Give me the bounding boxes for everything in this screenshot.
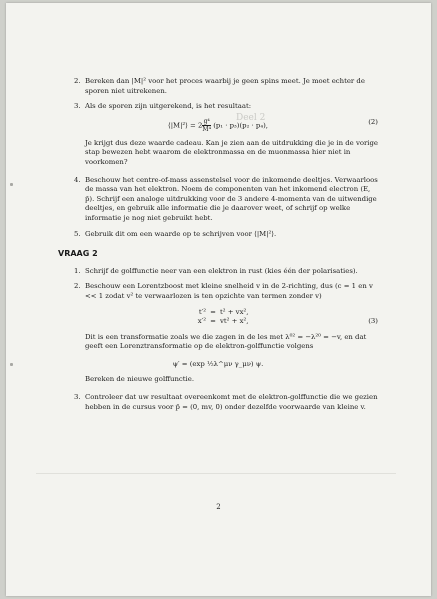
equation-rhs: t² + vx², [220,307,249,316]
paragraph: Dit is een transformatie zoals we die zagen in de les met λ⁰² = −λ²⁰ = −v, en dat geeft een Lorenztransformatie op de elektron-golffunctie volgens [85,332,367,351]
list-item [58,176,378,224]
equation-fraction [202,118,211,133]
item-text: Beschouw het centre-of-mass assenstelsel voor de inkomende deeltjes. Verwaarloos de massa van het elektron. Noem de componenten van het inkomend electron (E, p̄). Schrijf een analoge uitdrukking voor de 3 andere 4-momenta van de uitwendige deeltjes, en gebruik alle informatie die je daarover weet, of schrijf op welke informatie je nog niet gebruikt hebt. [85,175,378,222]
equation-row [58,317,378,327]
equation-lhs: ⟨|M|²⟩ = 2 [168,121,203,130]
show-through-area [36,473,396,504]
equation-3 [58,308,378,327]
equation-4: ψ′ = (exp ½λ^μν γ_μν) ψ. [172,359,264,368]
equation-row [58,308,378,318]
item-number: 3. [74,393,81,402]
list-item [58,282,378,301]
item-text: Als de sporen zijn uitgerekend, is het resultaat: [85,102,252,111]
equation-rhs: (p₁ · p₃)(p₂ · p₄), [213,121,268,130]
show-through-text: Deel 2 [236,113,266,123]
fraction-numerator: g⁴ [203,117,210,125]
item-text: Beschouw een Lorentzboost met kleine snelheid v in de 2-richting, dus (c = 1 en v << 1 zodat v² te verwaarlozen is ten opzichte van termen zonder v) [85,282,373,300]
list-item [58,102,378,112]
list-item [58,267,378,277]
page-content [58,77,378,418]
item-text: Bereken dan |M|² voor het proces waarbij je geen spins meet. Je moet echter de sporen niet uitrekenen. [85,77,365,95]
equation-lhs: t′² [198,307,206,316]
page-number: 2 [216,503,221,511]
item-number: 2. [74,77,81,85]
equation-2 [58,118,378,133]
item-number: 4. [74,175,81,184]
paragraph: Bereken de nieuwe golffunctie. [85,375,195,384]
equation-number: (2) [368,117,378,126]
equation-sign: = [210,307,216,316]
equation-number: (3) [368,316,378,325]
section-title: VRAAG 2 [58,249,98,259]
equation-lhs: x′² [197,317,206,326]
item-number: 2. [74,282,81,291]
item-text: Controleer dat uw resultaat overeenkomt met de elektron-golffunctie die we gezien hebben in de cursus voor p̄ = (0, mv, 0) onder dezelfde voorwaarde van kleine v. [85,393,378,411]
paragraph: Je krijgt dus deze waarde cadeau. Kan je zien aan de uitdrukking die je in de vorige stap bewezen hebt waarom de elektronmassa en de muonmassa hier niet in voorkomen? [85,138,378,166]
equation-rhs: vt² + x², [220,317,249,326]
list-item [58,77,378,96]
item-text: Gebruik dit om een waarde op te schrijven voor ⟨|M|²⟩. [85,229,277,238]
item-text: Schrijf de golffunctie neer van een elektron in rust (kies één der polarisaties). [85,266,358,275]
equation-sign: = [210,317,216,326]
scan-mark [10,183,13,186]
list-item [58,393,378,412]
item-number: 3. [74,102,81,111]
document-page [6,3,431,596]
scan-mark [10,363,13,366]
fraction-denominator: M⁴ [202,125,211,133]
item-number: 5. [74,229,81,238]
list-item [58,230,378,240]
item-number: 1. [74,266,81,275]
